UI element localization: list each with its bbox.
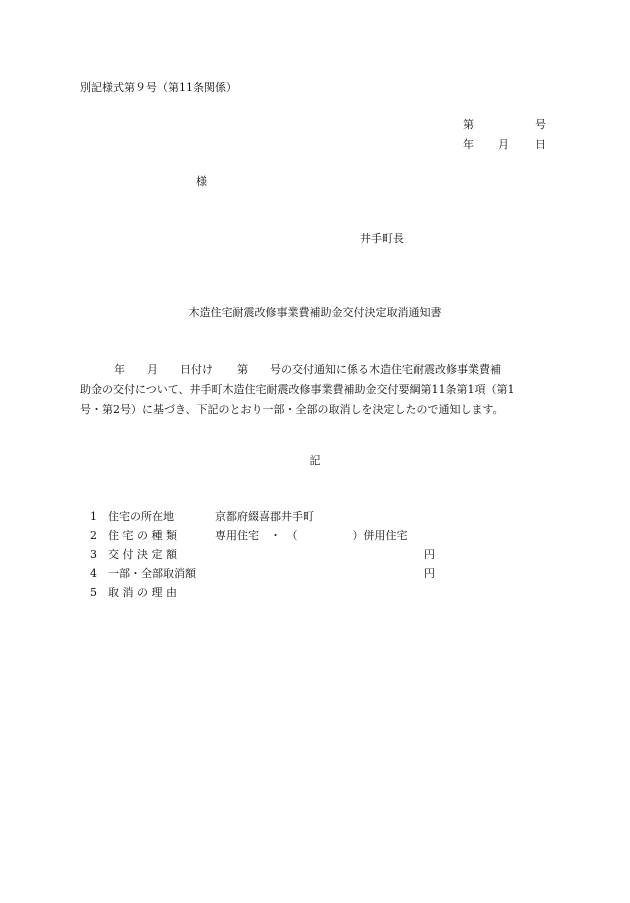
recipient-suffix: 様 <box>196 175 207 188</box>
list-item <box>90 587 450 601</box>
list-item <box>90 568 450 582</box>
item-unit: 円 <box>424 567 435 580</box>
list-item <box>90 511 450 525</box>
item-unit: 円 <box>424 548 435 561</box>
item-label: 取 消 の 理 由 <box>108 586 177 599</box>
form-label: 別記様式第９号（第11条関係） <box>80 81 237 94</box>
item-value: 京都府綴喜郡井手町 <box>215 510 314 523</box>
item-number: 2 <box>90 529 97 542</box>
item-label: 住 宅 の 種 類 <box>108 529 177 542</box>
body-line-2: 助金の交付について、井手町木造住宅耐震改修事業費補助金交付要綱第11条第1項（第1 <box>80 383 515 396</box>
item-label: 住宅の所在地 <box>108 510 174 523</box>
item-value: 専用住宅 ・ （ ）併用住宅 <box>215 529 408 542</box>
item-number: 4 <box>90 567 97 580</box>
date-year: 年 <box>463 138 474 151</box>
document-title: 木造住宅耐震改修事業費補助金交付決定取消通知書 <box>188 306 442 319</box>
body-line-3: 号・第2号）に基づき、下記のとおり一部・全部の取消しを決定したので通知します。 <box>80 403 504 416</box>
body-paragraph <box>80 360 554 420</box>
date-day: 日 <box>535 138 546 151</box>
number-dai: 第 <box>463 118 474 131</box>
body-dai: 第 <box>237 363 248 376</box>
list-item <box>90 530 450 544</box>
number-go: 号 <box>535 118 546 131</box>
list-item <box>90 549 450 563</box>
item-number: 3 <box>90 548 97 561</box>
ki-heading: 記 <box>309 454 321 467</box>
item-label: 交 付 決 定 額 <box>108 548 177 561</box>
body-month: 月 <box>147 363 158 376</box>
item-label: 一部・全部取消額 <box>108 567 196 580</box>
item-number: 5 <box>90 586 97 599</box>
body-line-1-rest: 号の交付通知に係る木造住宅耐震改修事業費補 <box>270 363 501 376</box>
body-day: 日付け <box>180 363 213 376</box>
body-year: 年 <box>114 363 125 376</box>
item-number: 1 <box>90 510 97 523</box>
date-month: 月 <box>498 138 509 151</box>
body-line-1 <box>80 360 554 380</box>
issuer-name: 井手町長 <box>360 232 404 245</box>
